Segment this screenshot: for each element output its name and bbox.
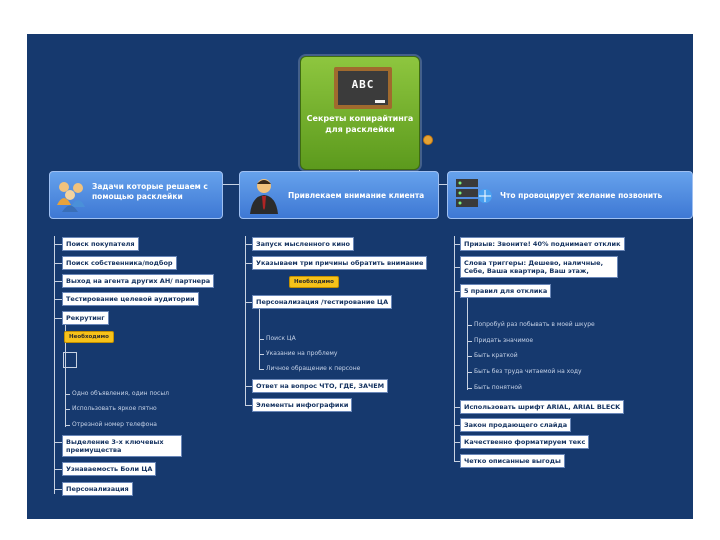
sub-personal-address: Личное обращение к персоне — [266, 365, 361, 372]
node-three-reasons[interactable]: Указываем три причины обратить внимание — [252, 256, 427, 270]
node-recruiting[interactable]: Рекрутинг — [62, 311, 109, 325]
root-title: Секреты копирайтинга для расклейки — [306, 114, 414, 134]
sub-find-audience: Поиск ЦА — [266, 335, 296, 342]
sub-tear-off-phone: Отрезной номер телефона — [72, 421, 157, 428]
sub-bright-spot: Использовать яркое пятно — [72, 405, 157, 412]
chalkboard-text: ABC — [351, 78, 375, 91]
sub-problem: Указание на проблему — [266, 350, 338, 357]
people-icon — [54, 178, 90, 212]
node-call-to-action[interactable]: Призыв: Звоните! 40% поднимает отклик — [460, 237, 625, 251]
branch-call-triggers[interactable] — [447, 171, 693, 219]
node-find-buyer[interactable]: Поиск покупателя — [62, 237, 139, 251]
sub-rule-4: Быть без труда читаемой на ходу — [474, 368, 582, 375]
node-clear-benefits[interactable]: Четко описанные выгоды — [460, 454, 565, 468]
businessman-icon — [248, 176, 280, 214]
node-five-rules[interactable]: 5 правил для отклика — [460, 284, 551, 298]
sub-rule-3: Быть краткой — [474, 352, 518, 359]
sub-rule-1: Попробуй раз побывать в моей шкуре — [474, 321, 595, 328]
root-topic[interactable] — [300, 56, 420, 170]
node-personalization[interactable]: Персонализация — [62, 482, 133, 496]
node-personalization-test[interactable]: Персонализация /тестирование ЦА — [252, 295, 392, 309]
chalk-icon — [375, 100, 385, 103]
sub-rule-5: Быть понятной — [474, 384, 522, 391]
collapse-toggle-icon[interactable] — [423, 135, 433, 145]
node-audience-pain[interactable]: Узнаваемость Боли ЦА — [62, 462, 156, 476]
node-trigger-words[interactable]: Слова триггеры: Дешево, наличные, Себе, Ваша квартира, Ваш этаж, — [460, 256, 618, 278]
node-selling-slide[interactable]: Закон продающего слайда — [460, 418, 571, 432]
node-audience-test[interactable]: Тестирование целевой аудитории — [62, 292, 199, 306]
node-mental-movie[interactable]: Запуск мысленного кино — [252, 237, 354, 251]
callout-necessary[interactable]: Необходимо — [64, 331, 114, 343]
mind-map-canvas — [27, 34, 693, 519]
node-font-arial[interactable]: Использовать шрифт ARIAL, ARIAL BLECK — [460, 400, 624, 414]
branch-label: Задачи которые решаем с помощью расклейки — [92, 182, 208, 201]
branch-label: Привлекаем внимание клиента — [288, 191, 425, 200]
chalkboard-icon — [334, 67, 392, 109]
node-partner-agent[interactable]: Выход на агента других АН/ партнера — [62, 274, 214, 288]
branch-attention[interactable] — [239, 171, 439, 219]
node-what-where-why[interactable]: Ответ на вопрос ЧТО, ГДЕ, ЗАЧЕМ — [252, 379, 388, 393]
node-infographics[interactable]: Элементы инфографики — [252, 398, 352, 412]
server-icon — [454, 177, 494, 213]
node-find-owner[interactable]: Поиск собственника/подбор — [62, 256, 177, 270]
sub-rule-2: Придать значимое — [474, 337, 534, 344]
sub-one-message: Одно объявления, один посыл — [72, 390, 169, 397]
branch-tasks[interactable] — [49, 171, 223, 219]
node-three-benefits[interactable]: Выделение 3-х ключевых преимущества — [62, 435, 182, 457]
node-format-text[interactable]: Качественно форматируем текс — [460, 435, 589, 449]
callout-necessary[interactable]: Необходимо — [289, 276, 339, 288]
branch-label: Что провоцирует желание позвонить — [500, 191, 663, 200]
